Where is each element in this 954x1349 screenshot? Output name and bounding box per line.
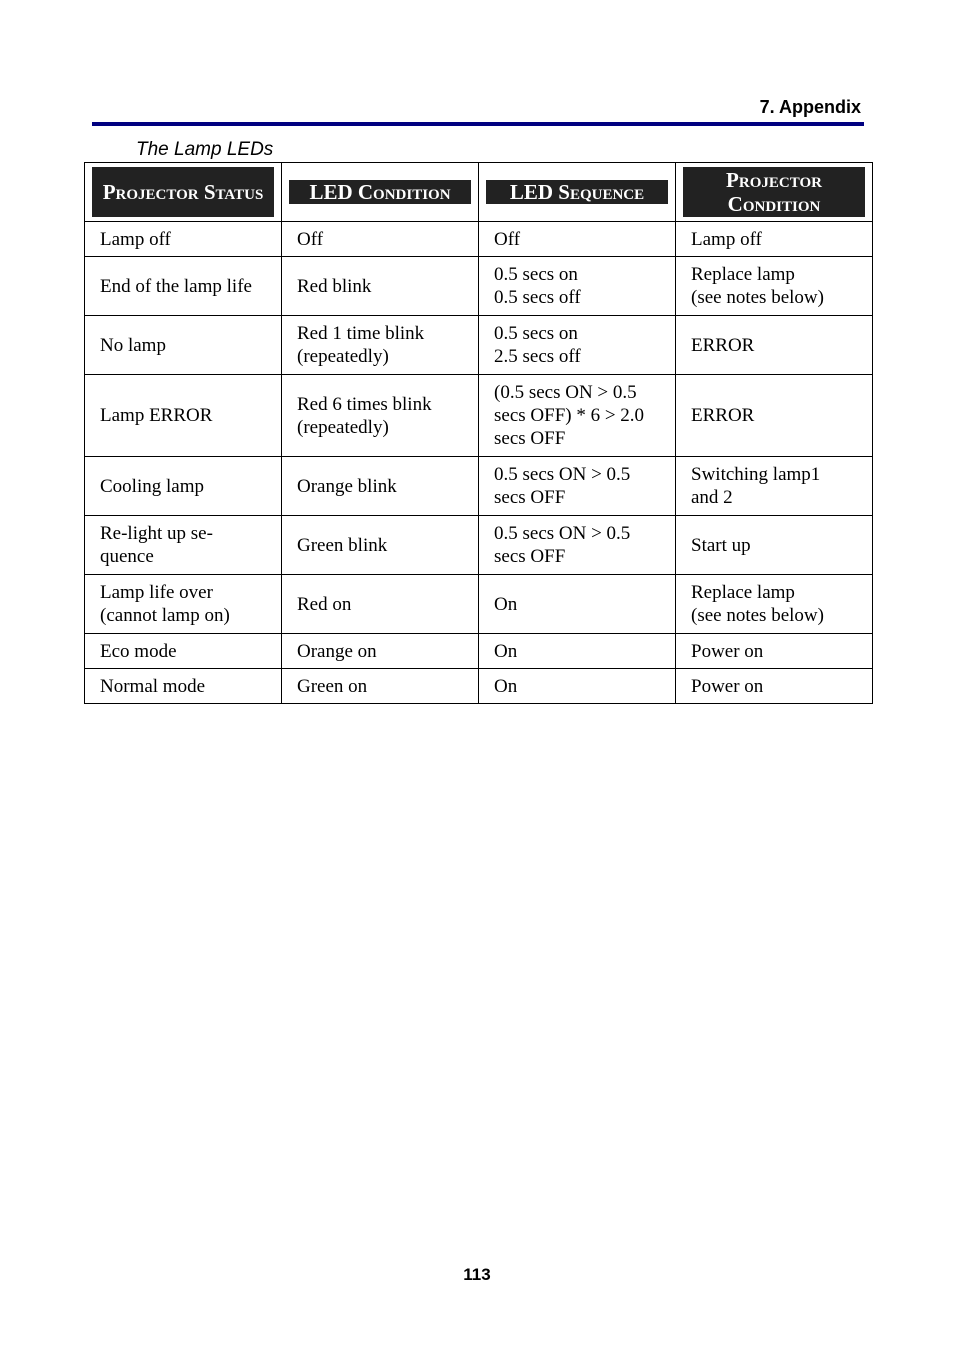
cell-led-sequence: 0.5 secs ON > 0.5 secs OFF: [479, 516, 676, 575]
cell-led-condition: Green on: [282, 669, 479, 704]
cell-led-condition: Red on: [282, 575, 479, 634]
cell-projector-status: Re-light up se- quence: [85, 516, 282, 575]
column-header-projector-condition: [676, 163, 873, 222]
cell-led-sequence: 0.5 secs on 0.5 secs off: [479, 257, 676, 316]
cell-projector-condition: Power on: [676, 669, 873, 704]
column-header-label: LED Sequence: [486, 180, 668, 204]
cell-led-condition: Red blink: [282, 257, 479, 316]
cell-led-condition: Off: [282, 222, 479, 257]
cell-led-sequence: Off: [479, 222, 676, 257]
table-row: [85, 222, 873, 257]
column-header-led-condition: [282, 163, 479, 222]
cell-projector-condition: Lamp off: [676, 222, 873, 257]
table-row: [85, 669, 873, 704]
cell-projector-condition: Switching lamp1 and 2: [676, 457, 873, 516]
cell-projector-condition: Start up: [676, 516, 873, 575]
table-row: [85, 634, 873, 669]
table-row: [85, 516, 873, 575]
cell-led-condition: Red 1 time blink (repeatedly): [282, 316, 479, 375]
cell-led-sequence: On: [479, 575, 676, 634]
cell-led-sequence: On: [479, 669, 676, 704]
section-caption: The Lamp LEDs: [136, 139, 274, 160]
cell-projector-status: Cooling lamp: [85, 457, 282, 516]
cell-projector-status: Lamp ERROR: [85, 375, 282, 457]
cell-projector-status: Lamp life over (cannot lamp on): [85, 575, 282, 634]
cell-projector-status: End of the lamp life: [85, 257, 282, 316]
table-body: [85, 222, 873, 704]
lamp-led-table: [84, 162, 873, 704]
cell-led-condition: Green blink: [282, 516, 479, 575]
cell-projector-status: No lamp: [85, 316, 282, 375]
cell-projector-status: Normal mode: [85, 669, 282, 704]
cell-projector-condition: Replace lamp (see notes below): [676, 575, 873, 634]
table-row: [85, 257, 873, 316]
cell-led-condition: Orange on: [282, 634, 479, 669]
table-row: [85, 575, 873, 634]
column-header-label: Projector Condition: [683, 167, 865, 217]
table-row: [85, 375, 873, 457]
column-header-label: Projector Status: [92, 167, 274, 217]
column-header-label: LED Condition: [289, 180, 471, 204]
cell-projector-status: Lamp off: [85, 222, 282, 257]
cell-led-sequence: 0.5 secs ON > 0.5 secs OFF: [479, 457, 676, 516]
cell-led-condition: Orange blink: [282, 457, 479, 516]
cell-projector-condition: Replace lamp (see notes below): [676, 257, 873, 316]
chapter-title: 7. Appendix: [759, 97, 861, 117]
column-header-led-sequence: [479, 163, 676, 222]
cell-led-sequence: (0.5 secs ON > 0.5 secs OFF) * 6 > 2.0 secs OFF: [479, 375, 676, 457]
cell-projector-condition: ERROR: [676, 316, 873, 375]
cell-led-sequence: On: [479, 634, 676, 669]
header-rule: [92, 122, 864, 126]
table-row: [85, 316, 873, 375]
page-number: 113: [463, 1265, 491, 1284]
column-header-projector-status: [85, 163, 282, 222]
cell-led-sequence: 0.5 secs on 2.5 secs off: [479, 316, 676, 375]
cell-projector-condition: ERROR: [676, 375, 873, 457]
cell-led-condition: Red 6 times blink (repeatedly): [282, 375, 479, 457]
cell-projector-condition: Power on: [676, 634, 873, 669]
cell-projector-status: Eco mode: [85, 634, 282, 669]
table-row: [85, 457, 873, 516]
table-header-row: [85, 163, 873, 222]
